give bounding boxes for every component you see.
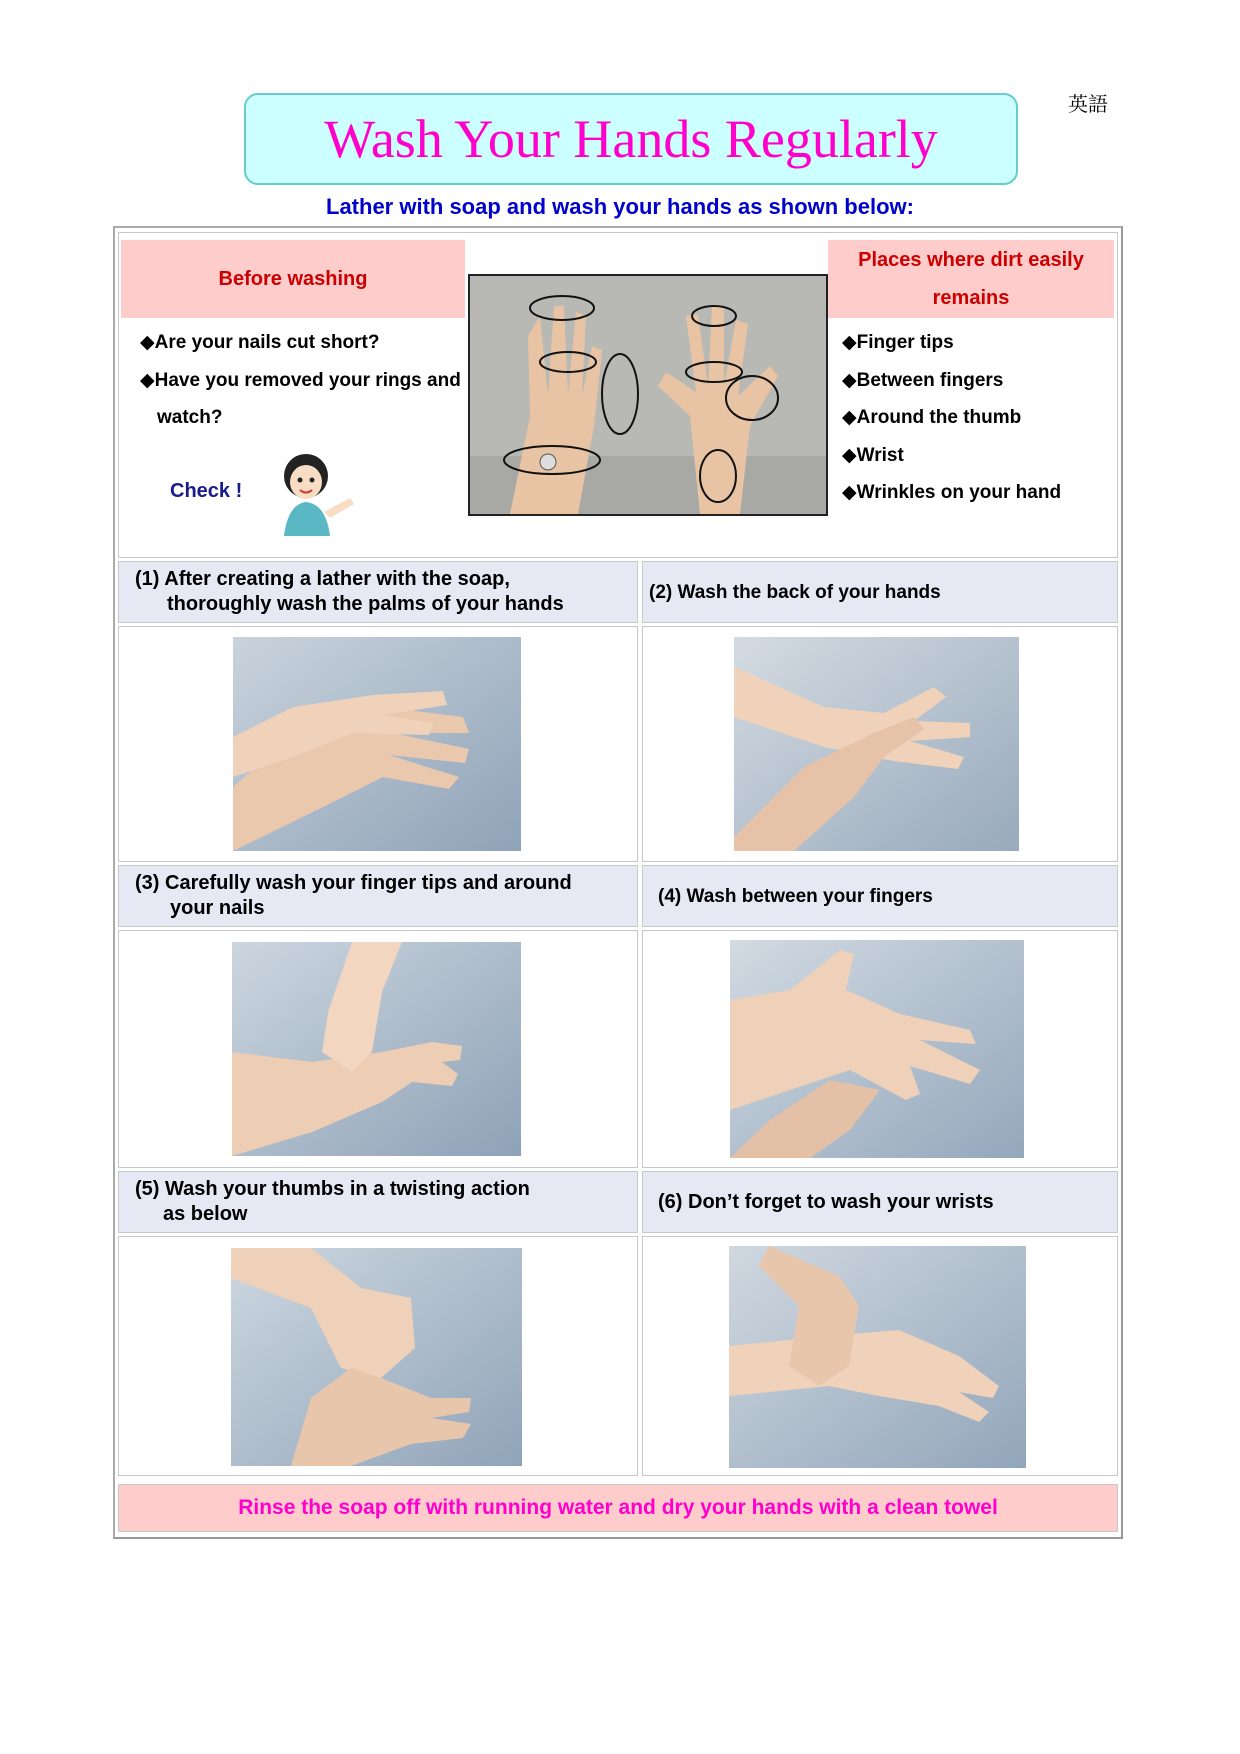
- dirt-places-title-line2: remains: [932, 287, 1010, 309]
- step-6-title: (6) Don’t forget to wash your wrists: [658, 1190, 994, 1213]
- hands-diagram-photo: [468, 274, 828, 516]
- step-1-header: [118, 561, 638, 623]
- list-item: ◆Wrinkles on your hand: [842, 482, 1062, 503]
- step-2-header: [642, 561, 1118, 623]
- step-1-photo: [233, 637, 521, 851]
- before-washing-list: [140, 324, 461, 437]
- step-5-header: [118, 1171, 638, 1233]
- page-subtitle: Lather with soap and wash your hands as shown below:: [326, 194, 914, 219]
- step-2-title: (2) Wash the back of your hands: [649, 581, 941, 603]
- cartoon-girl-illustration: [270, 446, 360, 536]
- before-washing-header: [121, 240, 465, 318]
- check-label: Check !: [170, 480, 243, 502]
- step-3-header: [118, 865, 638, 927]
- step-2-photo: [734, 637, 1019, 851]
- footer-text: Rinse the soap off with running water and dry your hands with a clean towel: [238, 1496, 998, 1519]
- dirt-places-title-line1: Places where dirt easily: [858, 249, 1084, 271]
- before-washing-title: Before washing: [218, 268, 368, 290]
- list-item: ◆Have you removed your rings and: [140, 369, 461, 391]
- list-item: ◆Between fingers: [842, 369, 1004, 391]
- dirt-places-list: [842, 324, 1061, 512]
- list-item: ◆Wrist: [842, 444, 904, 466]
- step-6-header: [642, 1171, 1118, 1233]
- step-4-header: [642, 865, 1118, 927]
- step-1-title-line2: thoroughly wash the palms of your hands: [167, 593, 564, 615]
- title-banner: [244, 93, 1018, 185]
- step-4-title: (4) Wash between your fingers: [658, 885, 933, 907]
- list-item: ◆Around the thumb: [842, 407, 1022, 428]
- page-title: Wash Your Hands Regularly: [324, 109, 938, 169]
- step-3-photo: [232, 942, 521, 1156]
- rinse-footer: [118, 1484, 1118, 1532]
- language-tag: 英語: [1068, 92, 1108, 116]
- step-3-title: (3) Carefully wash your finger tips and around: [135, 872, 572, 894]
- step-5-title-line2: as below: [163, 1203, 248, 1225]
- step-5-title: (5) Wash your thumbs in a twisting action: [135, 1178, 530, 1200]
- dirt-places-header: [828, 240, 1114, 318]
- step-3-title-line2: your nails: [170, 897, 265, 919]
- list-item: ◆Are your nails cut short?: [140, 332, 380, 353]
- step-5-photo: [231, 1248, 522, 1466]
- step-6-photo: [729, 1246, 1026, 1468]
- step-4-photo: [730, 940, 1024, 1158]
- list-item: ◆Finger tips: [842, 332, 954, 353]
- dirt-places-title: [858, 241, 1084, 317]
- list-item: watch?: [157, 407, 223, 428]
- step-1-title: (1) After creating a lather with the soap,: [135, 568, 510, 590]
